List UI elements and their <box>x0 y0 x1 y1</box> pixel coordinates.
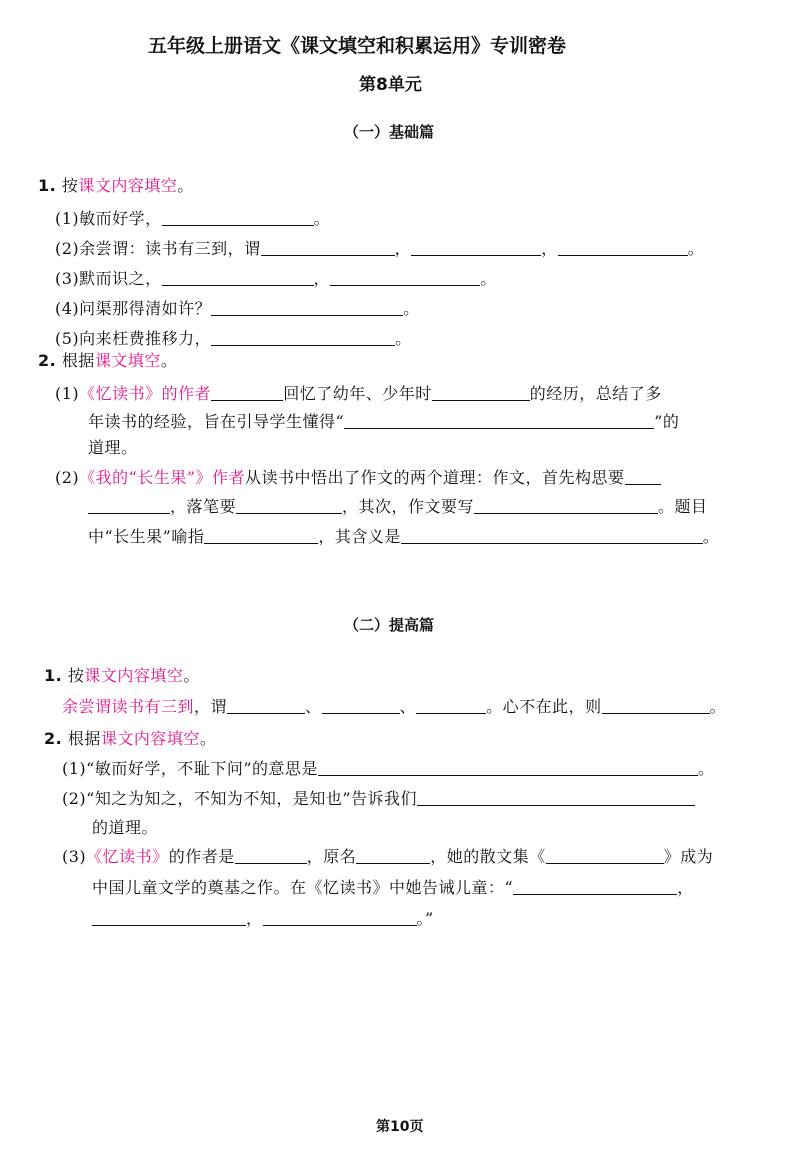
answer-blank[interactable] <box>322 699 400 714</box>
item-end: 。 <box>403 299 420 318</box>
item-end: 。 <box>687 239 705 258</box>
answer-blank[interactable] <box>546 849 664 864</box>
question-highlight: 课文填空 <box>94 351 161 370</box>
answer-blank[interactable] <box>625 470 661 485</box>
unit-label: 第8单元 <box>359 75 422 95</box>
answer-blank[interactable] <box>211 331 395 346</box>
question-2-1 <box>44 668 200 684</box>
sub-lead: (2) <box>55 468 80 487</box>
sub-lead: (1) <box>55 384 80 403</box>
q2-sub-1-line-2 <box>88 414 679 430</box>
sub-text: ， <box>677 878 694 897</box>
answer-blank[interactable] <box>235 849 307 864</box>
question-number: 1. <box>38 176 57 195</box>
sub-text: ，原名 <box>306 847 357 866</box>
sub-text: ， <box>246 909 263 928</box>
answer-blank[interactable] <box>411 241 541 256</box>
question-text: 根据 <box>67 729 101 748</box>
line-text: ，谓 <box>194 697 228 716</box>
item-text: (5)向来枉费推移力， <box>55 329 212 348</box>
item-text: (2)余尝谓：读书有三到，谓 <box>55 239 261 258</box>
q1-item-2 <box>55 241 704 257</box>
answer-blank[interactable] <box>558 241 688 256</box>
answer-blank[interactable] <box>432 386 530 401</box>
answer-blank[interactable] <box>236 499 342 514</box>
answer-blank[interactable] <box>417 791 695 806</box>
question-end: 。 <box>160 351 178 370</box>
item-sep: ， <box>394 239 412 258</box>
question-2 <box>38 353 177 369</box>
answer-blank[interactable] <box>318 761 698 776</box>
section-heading-advanced: （二）提高篇 <box>344 616 435 634</box>
sub-text: (1)“敏而好学，不耻下问”的意思是 <box>62 759 319 778</box>
question-end: 。 <box>183 666 200 685</box>
sub-highlight: 《我的“长生果”》作者 <box>79 468 246 487</box>
answer-blank[interactable] <box>416 699 486 714</box>
sub-text: 的经历，总结了多 <box>529 384 662 403</box>
question-highlight: 课文内容填空 <box>100 729 200 748</box>
question-text: 根据 <box>61 351 95 370</box>
item-end: 。 <box>313 209 331 228</box>
answer-blank[interactable] <box>356 849 430 864</box>
sub-end: 。 <box>698 759 715 778</box>
question-2-1-line <box>62 699 726 715</box>
sub-text: 》成为 <box>663 847 714 866</box>
item-end: 。 <box>480 269 497 288</box>
answer-blank[interactable] <box>330 271 480 286</box>
q2-2-sub-1 <box>62 761 715 777</box>
sub-highlight: 《忆读书》 <box>86 847 169 866</box>
sub-text: 回忆了幼年、少年时 <box>283 384 432 403</box>
answer-blank[interactable] <box>513 880 677 895</box>
question-highlight: 课文内容填空 <box>78 176 178 195</box>
q2-2-sub-3-line-1 <box>62 849 713 865</box>
line-text: 。心不在此，则 <box>486 697 602 716</box>
sub-text: ，其含义是 <box>318 527 401 546</box>
answer-blank[interactable] <box>602 699 710 714</box>
sub-text: 。 <box>702 527 720 546</box>
sub-text: 的作者是 <box>168 847 235 866</box>
question-end: 。 <box>177 176 194 195</box>
sub-text: ，她的散文集《 <box>430 847 546 866</box>
q2-2-sub-2 <box>62 791 695 807</box>
section-heading-basic: （一）基础篇 <box>344 123 435 141</box>
question-number: 1. <box>44 666 63 685</box>
sub-text: 道理。 <box>88 438 138 457</box>
sub-text: 年读书的经验，旨在引导学生懂得“ <box>88 412 345 431</box>
q2-2-sub-2-line-2 <box>92 820 158 836</box>
line-sep: 、 <box>305 697 322 716</box>
q2-2-sub-3-line-2 <box>92 880 694 896</box>
answer-blank[interactable] <box>211 386 283 401</box>
answer-blank[interactable] <box>92 911 246 926</box>
item-sep: ， <box>313 269 331 288</box>
sub-text: ”的 <box>654 412 680 431</box>
sub-text: 的道理。 <box>92 818 159 837</box>
item-end: 。 <box>395 329 412 348</box>
answer-blank[interactable] <box>162 271 314 286</box>
item-sep: ， <box>541 239 558 258</box>
question-text: 按 <box>67 666 85 685</box>
answer-blank[interactable] <box>401 529 703 544</box>
question-number: 2. <box>38 351 57 370</box>
answer-blank[interactable] <box>344 414 654 429</box>
sub-highlight: 《忆读书》的作者 <box>79 384 212 403</box>
page-number: 第10页 <box>376 1119 424 1135</box>
q2-sub-2-line-3 <box>88 529 719 545</box>
answer-blank[interactable] <box>474 499 658 514</box>
sub-text: 从读书中悟出了作文的两个道理：作文，首先构思要 <box>245 468 625 487</box>
answer-blank[interactable] <box>261 241 395 256</box>
answer-blank[interactable] <box>162 211 314 226</box>
line-highlight: 余尝谓读书有三到 <box>62 697 195 716</box>
item-text: (1)敏而好学， <box>55 209 162 228</box>
q1-item-5 <box>55 331 412 347</box>
q1-item-4 <box>55 301 420 317</box>
sub-lead: (3) <box>62 847 87 866</box>
sub-text: ，其次，作文要写 <box>342 497 475 516</box>
item-text: (4)问渠那得清如许？ <box>55 299 212 318</box>
answer-blank[interactable] <box>88 499 170 514</box>
line-sep: 、 <box>399 697 417 716</box>
q2-sub-1-line-1 <box>55 386 662 402</box>
q2-sub-1-line-3 <box>88 440 138 456</box>
sub-text: (2)“知之为知之，不知为不知，是知也”告诉我们 <box>62 789 418 808</box>
sub-text: 。” <box>416 909 434 928</box>
q1-item-1 <box>55 211 330 227</box>
question-text: 按 <box>61 176 79 195</box>
q2-sub-2-line-2 <box>88 499 708 515</box>
q2-2-sub-3-line-3 <box>92 911 434 927</box>
question-end: 。 <box>199 729 217 748</box>
question-1 <box>38 178 194 194</box>
answer-blank[interactable] <box>263 911 417 926</box>
sub-text: ，落笔要 <box>170 497 237 516</box>
sub-text: 中国儿童文学的奠基之作。在《忆读书》中她告诫儿童：“ <box>92 878 514 897</box>
answer-blank[interactable] <box>211 301 403 316</box>
page-title: 五年级上册语文《课文填空和积累运用》专训密卷 <box>148 35 567 57</box>
answer-blank[interactable] <box>227 699 305 714</box>
item-text: (3)默而识之， <box>55 269 162 288</box>
question-highlight: 课文内容填空 <box>84 666 184 685</box>
q1-item-3 <box>55 271 497 287</box>
sub-text: 中“长生果”喻指 <box>88 527 205 546</box>
question-number: 2. <box>44 729 63 748</box>
sub-text: 。题目 <box>658 497 708 516</box>
question-2-2 <box>44 731 216 747</box>
q2-sub-2-line-1 <box>55 470 661 486</box>
line-end: 。 <box>709 697 727 716</box>
answer-blank[interactable] <box>204 529 318 544</box>
